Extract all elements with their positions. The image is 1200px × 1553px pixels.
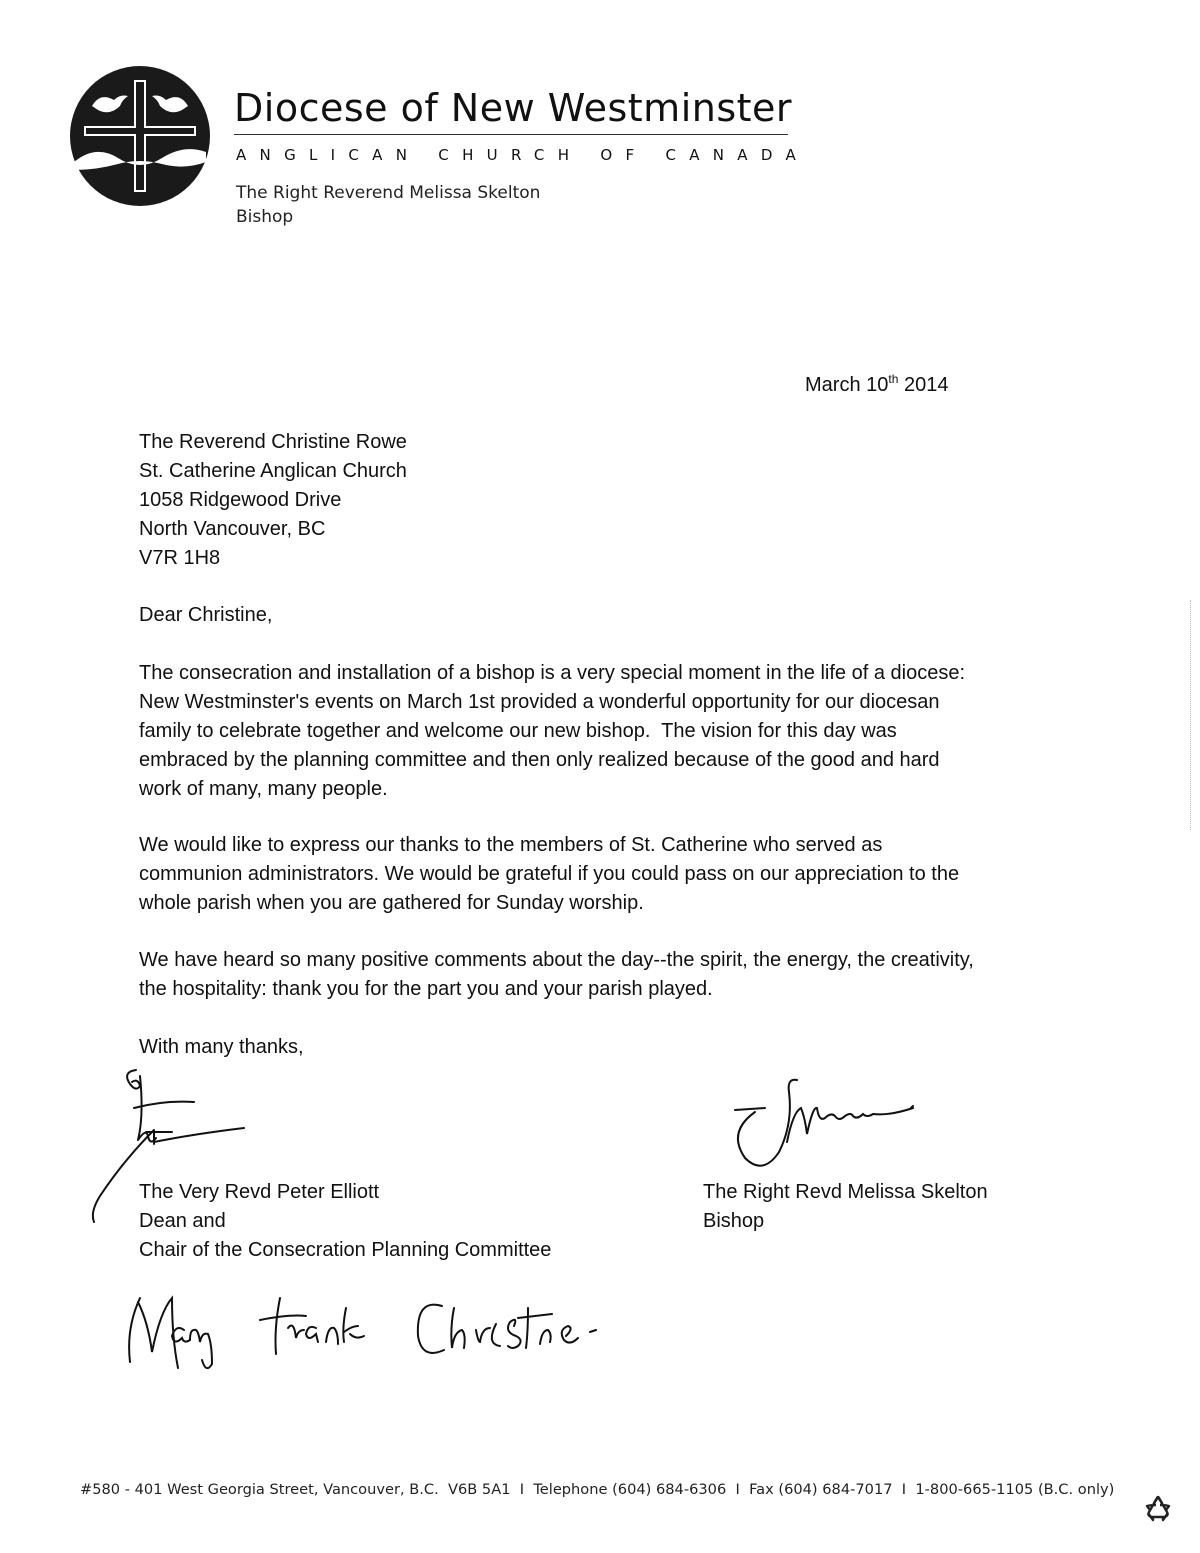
diocese-logo-icon: [70, 66, 210, 206]
recipient-address: [139, 428, 407, 573]
letterhead-divider: [234, 134, 788, 135]
church-name: ANGLICAN CHURCH OF CANADA: [236, 146, 810, 164]
paragraph-line: communion administrators. We would be grateful if you could pass on our appreciation to the: [139, 863, 960, 885]
closing: With many thanks,: [139, 1036, 304, 1058]
date-day: March 10: [805, 374, 889, 396]
letterhead-bishop-name: The Right Reverend Melissa Skelton: [236, 183, 541, 203]
paragraph-line: The consecration and installation of a bishop is a very special moment in the life of a diocese:: [139, 662, 966, 684]
recipient-street: 1058 Ridgewood Drive: [139, 489, 342, 511]
paragraph-line: We would like to express our thanks to the members of St. Catherine who served as: [139, 834, 883, 856]
salutation: Dear Christine,: [139, 604, 273, 626]
dean-title: Dean and: [139, 1210, 226, 1232]
body-paragraph-2: [139, 831, 959, 918]
recipient-postal-code: V7R 1H8: [139, 547, 221, 569]
dean-name: The Very Revd Peter Elliott: [139, 1181, 380, 1203]
recycle-icon: [1144, 1494, 1172, 1522]
recipient-church: St. Catherine Anglican Church: [139, 460, 407, 482]
dean-role: Chair of the Consecration Planning Committee: [139, 1239, 552, 1261]
paragraph-line: whole parish when you are gathered for Sunday worship.: [139, 892, 644, 914]
diocese-name: Diocese of New Westminster: [234, 86, 793, 130]
dean-signatory-block: [139, 1178, 551, 1265]
bishop-signatory-title: Bishop: [703, 1210, 765, 1232]
date-year: 2014: [898, 374, 949, 396]
scan-edge-mark: [1190, 600, 1191, 830]
recipient-city: North Vancouver, BC: [139, 518, 326, 540]
handwritten-note: [120, 1278, 600, 1378]
paragraph-line: family to celebrate together and welcome our new bishop. The vision for this day was: [139, 720, 897, 742]
paragraph-line: work of many, many people.: [139, 778, 388, 800]
body-paragraph-1: [139, 659, 965, 804]
paragraph-line: New Westminster's events on March 1st provided a wonderful opportunity for our diocesan: [139, 691, 940, 713]
recipient-name: The Reverend Christine Rowe: [139, 431, 407, 453]
letterhead-bishop-title: Bishop: [236, 207, 294, 227]
body-paragraph-3: [139, 946, 974, 1004]
footer-contact: #580 - 401 West Georgia Street, Vancouver, B.C. V6B 5A1 I Telephone (604) 684-6306 I Fax (604) 684-7017 I 1-800-665-1105 (B.C. only): [80, 1481, 1115, 1498]
bishop-signatory-name: The Right Revd Melissa Skelton: [703, 1181, 988, 1203]
paragraph-line: the hospitality: thank you for the part you and your parish played.: [139, 978, 713, 1000]
bishop-signature: [725, 1072, 955, 1172]
paragraph-line: embraced by the planning committee and then only realized because of the good and hard: [139, 749, 940, 771]
bishop-signatory-block: [703, 1178, 988, 1236]
letter-date: [805, 371, 948, 400]
date-suffix: th: [888, 372, 899, 386]
paragraph-line: We have heard so many positive comments about the day--the spirit, the energy, the creativity,: [139, 949, 974, 971]
